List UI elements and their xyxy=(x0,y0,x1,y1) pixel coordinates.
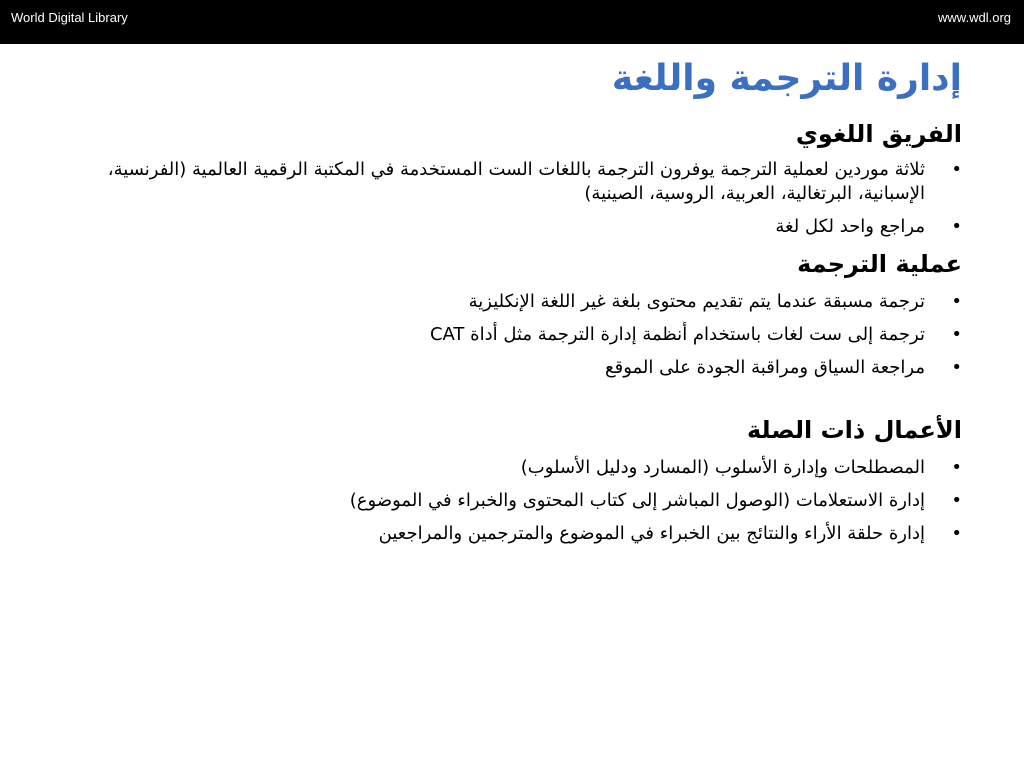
bullet-icon: • xyxy=(951,216,962,237)
list-item xyxy=(62,215,962,239)
list-item-text: ترجمة إلى ست لغات باستخدام أنظمة إدارة الترجمة مثل أداة CAT xyxy=(429,324,925,345)
list-item xyxy=(62,323,962,347)
bullet-icon: • xyxy=(951,357,962,378)
bullet-icon: • xyxy=(951,159,962,180)
bullet-icon: • xyxy=(951,490,962,511)
section-heading-language-team: الفريق اللغوي xyxy=(795,120,962,148)
bullet-list-translation-process xyxy=(62,290,962,389)
list-item-text: إدارة الاستعلامات (الوصول المباشر إلى كتاب المحتوى والخبراء في الموضوع) xyxy=(349,490,925,511)
list-item-text: ترجمة مسبقة عندما يتم تقديم محتوى بلغة غير اللغة الإنكليزية xyxy=(468,291,925,312)
list-item xyxy=(62,158,962,206)
bullet-icon: • xyxy=(951,291,962,312)
list-item-text: إدارة حلقة الأراء والنتائج بين الخبراء في الموضوع والمترجمين والمراجعين xyxy=(378,523,925,544)
list-item xyxy=(62,290,962,314)
bullet-icon: • xyxy=(951,324,962,345)
list-item-text: ثلاثة موردين لعملية الترجمة يوفرون الترجمة باللغات الست المستخدمة في المكتبة الرقمية العالمية (الفرنسية، الإسبانية، البرتغالية، العربية، الروسية، الصينية) xyxy=(107,159,925,204)
section-heading-translation-process: عملية الترجمة xyxy=(797,250,962,278)
list-item-text: المصطلحات وإدارة الأسلوب (المسارد ودليل الأسلوب) xyxy=(520,457,925,478)
header-bar xyxy=(0,0,1024,44)
bullet-list-related-work xyxy=(62,456,962,555)
slide-content xyxy=(0,44,1024,768)
header-right-text: www.wdl.org xyxy=(938,10,1011,25)
list-item xyxy=(62,489,962,513)
section-heading-related-work: الأعمال ذات الصلة xyxy=(746,416,962,444)
slide-title: إدارة الترجمة واللغة xyxy=(611,58,962,99)
bullet-icon: • xyxy=(951,523,962,544)
list-item-text: مراجعة السياق ومراقبة الجودة على الموقع xyxy=(605,357,925,378)
header-left-text: World Digital Library xyxy=(11,10,128,25)
list-item xyxy=(62,522,962,546)
list-item-text: مراجع واحد لكل لغة xyxy=(775,216,925,237)
list-item xyxy=(62,456,962,480)
bullet-list-language-team xyxy=(62,158,962,248)
list-item xyxy=(62,356,962,380)
bullet-icon: • xyxy=(951,457,962,478)
